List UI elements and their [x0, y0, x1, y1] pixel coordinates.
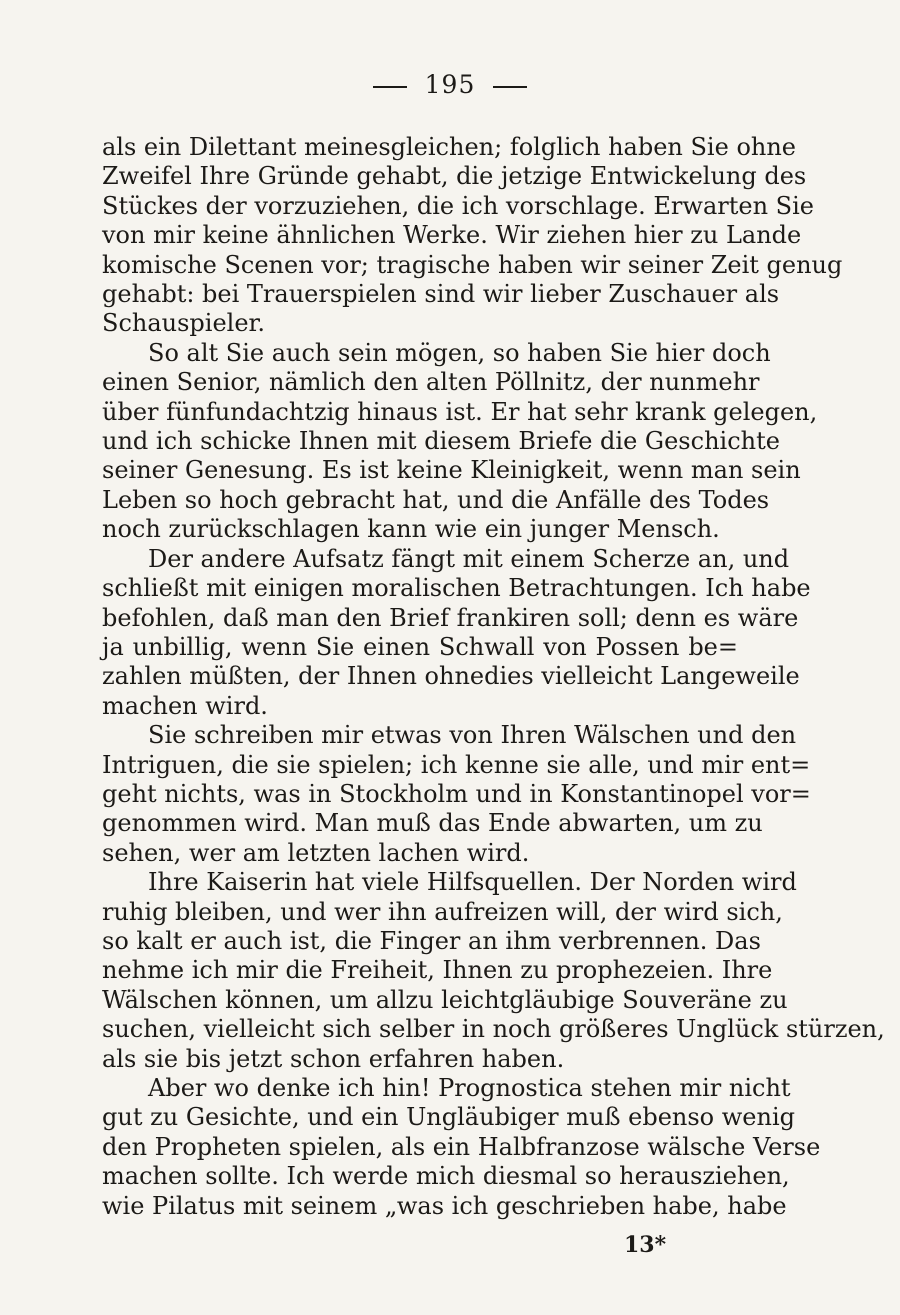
text-line: machen sollte. Ich werde mich diesmal so herausziehen,: [102, 1162, 790, 1191]
text-line: zahlen müßten, der Ihnen ohnedies vielleicht Langeweile: [102, 662, 800, 691]
text-line: machen wird.: [102, 691, 268, 720]
paragraph: [102, 133, 843, 339]
printer-signature-mark: 13*: [624, 1232, 667, 1258]
text-line: sehen, wer am letzten lachen wird.: [102, 838, 530, 867]
text-line: Leben so hoch gebracht hat, und die Anfälle des Todes: [102, 485, 770, 514]
page-header: [0, 70, 900, 99]
paragraph: [102, 868, 885, 1074]
paragraph: [102, 544, 811, 721]
paragraph: [102, 338, 818, 545]
text-line: Wälschen können, um allzu leichtgläubige Souveräne zu: [102, 985, 788, 1014]
paragraph: [102, 721, 811, 868]
text-line: als sie bis jetzt schon erfahren haben.: [102, 1044, 565, 1073]
text-line: Aber wo denke ich hin! Prognostica stehen mir nicht: [148, 1074, 791, 1102]
text-line: Der andere Aufsatz fängt mit einem Scherze an, und: [148, 544, 790, 573]
text-line: komische Scenen vor; tragische haben wir seiner Zeit genug: [102, 250, 843, 279]
text-line: Schauspieler.: [102, 309, 266, 338]
paragraph: [102, 1074, 821, 1221]
text-line: Ihre Kaiserin hat viele Hilfsquellen. Der Norden wird: [148, 868, 797, 897]
text-line: So alt Sie auch sein mögen, so haben Sie hier doch: [148, 338, 771, 367]
text-line: suchen, vielleicht sich selber in noch größeres Unglück stürzen,: [102, 1015, 885, 1044]
header-dash-left: [373, 86, 407, 88]
text-line: Stückes der vorzuziehen, die ich vorschlage. Erwarten Sie: [102, 191, 814, 220]
text-line: als ein Dilettant meinesgleichen; folglich haben Sie ohne: [102, 133, 797, 161]
text-line: von mir keine ähnlichen Werke. Wir ziehen hier zu Lande: [102, 221, 802, 250]
body-text: [102, 133, 885, 1221]
header-dash-right: [493, 86, 527, 88]
text-line: den Propheten spielen, als ein Halbfranzose wälsche Verse: [102, 1132, 821, 1161]
text-line: Zweifel Ihre Gründe gehabt, die jetzige Entwickelung des: [102, 162, 807, 191]
text-line: über fünfundachtzig hinaus ist. Er hat sehr krank gelegen,: [102, 397, 818, 426]
text-line: genommen wird. Man muß das Ende abwarten, um zu: [102, 809, 763, 838]
text-line: noch zurückschlagen kann wie ein junger Mensch.: [102, 515, 720, 544]
text-line: gehabt: bei Trauerspielen sind wir lieber Zuschauer als: [102, 280, 780, 309]
text-line: so kalt er auch ist, die Finger an ihm verbrennen. Das: [102, 926, 761, 955]
text-line: Intriguen, die sie spielen; ich kenne sie alle, und mir ent=: [102, 750, 811, 779]
text-line: seiner Genesung. Es ist keine Kleinigkeit, wenn man sein: [102, 456, 801, 485]
text-line: wie Pilatus mit seinem „was ich geschrieben habe, habe: [102, 1191, 787, 1220]
text-line: gut zu Gesichte, und ein Ungläubiger muß ebenso wenig: [102, 1103, 795, 1132]
text-line: und ich schicke Ihnen mit diesem Briefe die Geschichte: [102, 427, 780, 456]
text-line: ja unbillig, wenn Sie einen Schwall von Possen be=: [102, 632, 738, 661]
page-number: 195: [424, 70, 476, 99]
text-line: einen Senior, nämlich den alten Pöllnitz, der nunmehr: [102, 368, 760, 397]
text-line: schließt mit einigen moralischen Betrachtungen. Ich habe: [102, 574, 811, 603]
text-line: geht nichts, was in Stockholm und in Konstantinopel vor=: [102, 779, 811, 808]
text-line: Sie schreiben mir etwas von Ihren Wälschen und den: [148, 721, 797, 750]
text-line: ruhig bleiben, und wer ihn aufreizen will, der wird sich,: [102, 897, 783, 926]
text-line: nehme ich mir die Freiheit, Ihnen zu prophezeien. Ihre: [102, 956, 773, 985]
text-line: befohlen, daß man den Brief frankiren soll; denn es wäre: [102, 603, 799, 632]
